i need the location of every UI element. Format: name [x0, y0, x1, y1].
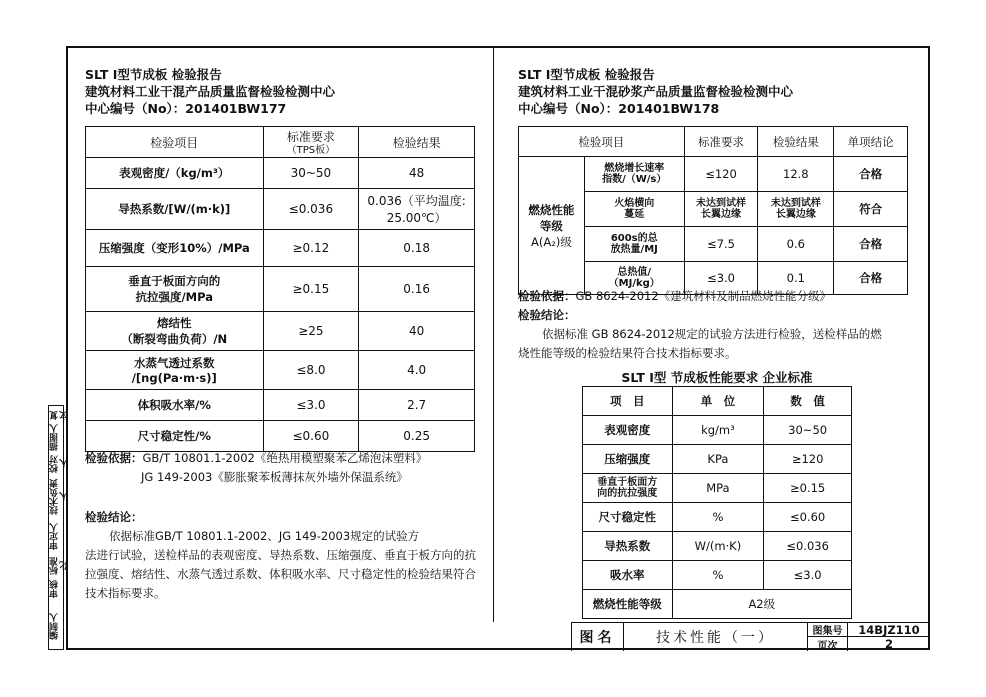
- row-result: 48: [359, 158, 475, 189]
- col-header-requirement: 标准要求: [684, 127, 758, 157]
- row-item: 导热系数: [583, 532, 673, 561]
- page-label: 页次: [807, 637, 847, 651]
- row-unit: KPa: [672, 445, 764, 474]
- col-header-item: 检验项目: [86, 127, 264, 158]
- sidebar-cell: 复文: [50, 411, 70, 420]
- table-header-row: [86, 127, 475, 158]
- right-report-header: [518, 66, 793, 117]
- left-report-header: [85, 66, 335, 117]
- row-result: 0.16: [359, 267, 475, 312]
- row-value: ≤3.0: [764, 561, 852, 590]
- table-row: [86, 230, 475, 267]
- sidebar-cell: 审定人: [50, 523, 60, 551]
- row-item: 燃烧性能等级: [583, 590, 673, 619]
- approval-sidebar: [48, 405, 70, 650]
- row-item: 燃烧增长速率 指数/（W/s）: [584, 157, 684, 192]
- row-value: 30~50: [764, 416, 852, 445]
- row-requirement: ≥0.12: [263, 230, 359, 267]
- sidebar-cell: 校对人: [50, 455, 70, 473]
- table-row: [86, 351, 475, 390]
- left-report-table: [85, 126, 475, 452]
- table-row: [86, 312, 475, 351]
- sidebar-cell: 技术负责人: [50, 479, 70, 515]
- row-requirement: ≤0.60: [263, 421, 359, 452]
- col-header-verdict: 单项结论: [834, 127, 908, 157]
- table-row: [583, 590, 852, 619]
- left-conclusion-label: 检验结论：: [85, 510, 143, 524]
- left-report-number: 中心编号（No）：201401BW177: [85, 101, 287, 116]
- row-result: 2.7: [359, 390, 475, 421]
- right-basis: [518, 287, 882, 363]
- left-basis: [85, 449, 427, 487]
- row-requirement: ≤120: [684, 157, 758, 192]
- row-requirement: ≥0.15: [263, 267, 359, 312]
- right-report-title: SLT Ⅰ型节成板 检验报告: [518, 67, 655, 82]
- row-unit: %: [672, 503, 764, 532]
- row-value: ≥0.15: [764, 474, 852, 503]
- row-item: 熔结性 （断裂弯曲负荷）/N: [86, 312, 264, 351]
- row-item: 垂直于板面方 向的抗拉强度: [583, 474, 673, 503]
- row-unit: W/(m·K): [672, 532, 764, 561]
- row-result: 0.1: [758, 262, 834, 295]
- row-item: 压缩强度（变形10%）/MPa: [86, 230, 264, 267]
- row-item: 吸水率: [583, 561, 673, 590]
- left-report-title: SLT Ⅰ型节成板 检验报告: [85, 67, 222, 82]
- right-report-center: 建筑材料工业干混砂浆产品质量监督检验检测中心: [518, 84, 794, 99]
- right-basis-label: 检验依据：: [518, 289, 576, 303]
- left-conclusion-line: 依据标准GB/T 10801.1-2002、JG 149-2003规定的试验方: [109, 529, 420, 543]
- row-item: 垂直于板面方向的 抗拉强度/MPa: [86, 267, 264, 312]
- table-row: [86, 158, 475, 189]
- row-requirement: ≥25: [263, 312, 359, 351]
- left-conclusion-line: 拉强度、熔结性、水蒸气透过系数、体积吸水率、尺寸稳定性的检验结果符合: [85, 567, 476, 581]
- fire-grade-label: 燃烧性能 等级 A(A₂)级: [519, 157, 585, 295]
- table-row: [86, 421, 475, 452]
- row-item: 尺寸稳定性: [583, 503, 673, 532]
- row-item: 水蒸气透过系数 /[ng(Pa·m·s)]: [86, 351, 264, 390]
- table-row: [583, 474, 852, 503]
- atlas-number: 14BJZ110: [847, 623, 930, 637]
- table-row: [86, 267, 475, 312]
- row-requirement: 30~50: [263, 158, 359, 189]
- row-requirement: ≤3.0: [263, 390, 359, 421]
- perf-table-title: SLT Ⅰ型 节成板性能要求 企业标准: [621, 370, 813, 385]
- row-item: 总热值/ （MJ/kg）: [584, 262, 684, 295]
- col-header-result: 检验结果: [359, 127, 475, 158]
- table-row: [583, 532, 852, 561]
- row-value: ≤0.60: [764, 503, 852, 532]
- row-result: 0.036（平均温度: 25.00℃）: [359, 189, 475, 230]
- table-row: [583, 445, 852, 474]
- row-unit: kg/m³: [672, 416, 764, 445]
- table-header-row: [583, 387, 852, 416]
- sidebar-cell: 审核: [50, 580, 60, 598]
- row-result: 未达到试样 长翼边缘: [758, 192, 834, 227]
- row-item: 火焰横向 蔓延: [584, 192, 684, 227]
- row-unit: %: [672, 561, 764, 590]
- title-block-label: 图名: [571, 623, 623, 651]
- sidebar-cell: 描图人: [50, 424, 60, 452]
- drawing-title: 技术性能（一）: [623, 623, 807, 651]
- row-item: 导热系数/[W/(m·k)]: [86, 189, 264, 230]
- row-verdict: 合格: [834, 157, 908, 192]
- left-report-center: 建筑材料工业干混产品质量监督检验检测中心: [85, 84, 336, 99]
- right-conclusion-line: 烧性能等级的检验结果符合技术指标要求。: [518, 346, 737, 360]
- page-number: 2: [847, 637, 930, 651]
- left-basis-label: 检验依据：: [85, 451, 143, 465]
- col-header-item: 检验项目: [519, 127, 685, 157]
- table-row: [86, 189, 475, 230]
- table-row: [583, 561, 852, 590]
- left-basis-2: JG 149-2003《膨胀聚苯板薄抹灰外墙外保温系统》: [141, 470, 408, 484]
- row-item: 600s的总 放热量/MJ: [584, 227, 684, 262]
- row-requirement: ≤8.0: [263, 351, 359, 390]
- left-conclusion: [85, 508, 476, 603]
- row-requirement: 未达到试样 长翼边缘: [684, 192, 758, 227]
- row-value: A2级: [672, 590, 851, 619]
- table-row: [519, 157, 908, 192]
- right-basis-text: GB 8624-2012《建筑材料及制品燃烧性能分级》: [575, 289, 832, 303]
- right-conclusion-label: 检验结论：: [518, 308, 576, 322]
- table-row: [86, 390, 475, 421]
- atlas-label: 图集号: [807, 623, 847, 637]
- title-block: [571, 622, 930, 651]
- col-header-value: 数 值: [764, 387, 852, 416]
- col-header-result: 检验结果: [758, 127, 834, 157]
- row-item: 压缩强度: [583, 445, 673, 474]
- sidebar-cell: 编制人: [50, 613, 60, 640]
- left-conclusion-line: 法进行试验，送检样品的表观密度、导热系数、压缩强度、垂直于板方向的抗: [85, 548, 476, 562]
- right-conclusion-line: 依据标准 GB 8624-2012规定的试验方法进行检验，送检样品的燃: [542, 327, 882, 341]
- row-result: 0.18: [359, 230, 475, 267]
- table-row: [583, 416, 852, 445]
- row-verdict: 合格: [834, 227, 908, 262]
- row-result: 0.25: [359, 421, 475, 452]
- row-result: 4.0: [359, 351, 475, 390]
- row-item: 尺寸稳定性/%: [86, 421, 264, 452]
- row-result: 40: [359, 312, 475, 351]
- row-item: 体积吸水率/%: [86, 390, 264, 421]
- col-header-requirement: 标准要求 （TPS板）: [263, 127, 359, 158]
- table-row: [583, 503, 852, 532]
- sidebar-cell: 标准化: [50, 557, 70, 575]
- row-item: 表观密度/（kg/m³）: [86, 158, 264, 189]
- row-item: 表观密度: [583, 416, 673, 445]
- left-basis-1: GB/T 10801.1-2002《绝热用模塑聚苯乙烯泡沫塑料》: [142, 451, 428, 465]
- row-result: 12.8: [758, 157, 834, 192]
- row-requirement: ≤0.036: [263, 189, 359, 230]
- row-result: 0.6: [758, 227, 834, 262]
- row-verdict: 符合: [834, 192, 908, 227]
- row-unit: MPa: [672, 474, 764, 503]
- col-header-item: 项 目: [583, 387, 673, 416]
- right-report-number: 中心编号（No）：201401BW178: [518, 101, 720, 116]
- row-requirement: ≤3.0: [684, 262, 758, 295]
- left-conclusion-line: 技术指标要求。: [85, 586, 166, 600]
- row-value: ≥120: [764, 445, 852, 474]
- perf-table: [582, 386, 852, 619]
- col-header-unit: 单 位: [672, 387, 764, 416]
- row-verdict: 合格: [834, 262, 908, 295]
- center-divider: [493, 46, 494, 622]
- row-value: ≤0.036: [764, 532, 852, 561]
- table-header-row: [519, 127, 908, 157]
- row-requirement: ≤7.5: [684, 227, 758, 262]
- right-report-table: [518, 126, 908, 295]
